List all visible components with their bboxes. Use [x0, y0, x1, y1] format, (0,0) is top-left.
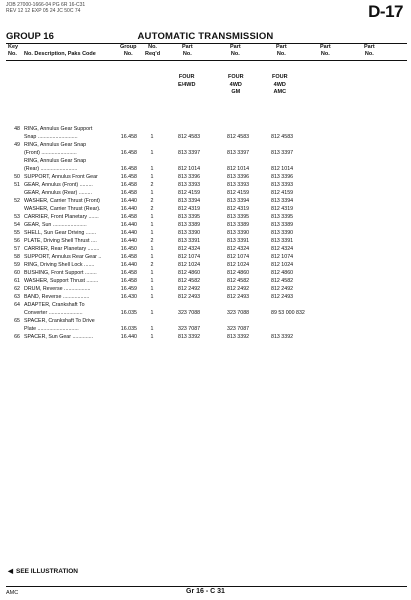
table-row: [0, 190, 411, 196]
table-row: [0, 206, 411, 212]
header-part-line: Part: [320, 44, 331, 50]
group-number: 16.458: [120, 174, 137, 180]
header-description: No. Description, Paks Code: [24, 51, 96, 57]
key-number: 50: [14, 174, 20, 180]
key-number: 65: [14, 318, 20, 324]
part-description: RING, Annulus Gear Snap: [24, 158, 87, 164]
part-number: 813 3393: [271, 182, 294, 188]
key-number: 59: [14, 262, 20, 268]
part-description: CARRIER, Rear Planetary ........: [24, 246, 100, 252]
part-description: Plate ............................: [24, 326, 79, 332]
subheader-line: AMC: [273, 89, 287, 95]
table-row: [0, 334, 411, 340]
header-key-line: Key: [8, 44, 19, 50]
header-group-line: No.: [123, 51, 133, 57]
part-number: 813 3395: [227, 214, 250, 220]
table-row: [0, 278, 411, 284]
part-number: 812 2493: [271, 294, 294, 300]
key-number: 54: [14, 222, 20, 228]
group-number: 16.440: [120, 198, 137, 204]
footer-page-ref: Gr 16 - C 31: [186, 588, 225, 595]
key-number: 61: [14, 278, 20, 284]
part-number: 813 3395: [178, 214, 201, 220]
table-row: [0, 182, 411, 188]
table-row: [0, 198, 411, 204]
part-number: 812 4159: [178, 190, 201, 196]
part-description: BUSHING, Front Support ........: [24, 270, 97, 276]
subheader-line: FOUR: [178, 74, 195, 80]
part-number: 813 3394: [271, 198, 294, 204]
table-row: [0, 166, 411, 172]
see-illustration-note: [8, 567, 78, 575]
header-part-line: Part: [182, 44, 193, 50]
quantity-required: 1: [150, 326, 154, 332]
part-number: 812 4860: [271, 270, 294, 276]
part-number: 812 2492: [271, 286, 294, 292]
group-number: 16.458: [120, 278, 137, 284]
part-description: BAND, Reverse ..................: [24, 294, 90, 300]
table-row: [0, 286, 411, 292]
subheader-part-1: [178, 74, 195, 89]
subheader-line: 4WD: [229, 81, 242, 88]
table-row: [0, 126, 411, 132]
part-description: SUPPORT, Annulus Front Gear: [24, 174, 98, 180]
table-row: [0, 294, 411, 300]
group-number: 16.440: [120, 262, 137, 268]
header-part-line: No.: [230, 51, 240, 57]
part-number: 813 3396: [271, 174, 294, 180]
header-req-line: Req'd: [145, 51, 161, 57]
key-number: 49: [14, 142, 20, 148]
part-number: 812 4319: [227, 206, 250, 212]
key-number: 66: [14, 334, 20, 340]
part-description: CARRIER, Front Planetary .......: [24, 214, 99, 220]
header-part-line: No.: [276, 51, 286, 57]
footer-rule: [6, 586, 407, 587]
table-row: [0, 326, 411, 332]
quantity-required: 1: [150, 270, 154, 276]
key-number: 48: [14, 126, 20, 132]
part-description: RING, Driving Shell Lock .......: [24, 262, 95, 268]
quantity-required: 1: [150, 174, 154, 180]
part-number: 812 2493: [227, 294, 250, 300]
table-row: [0, 302, 411, 308]
group-number: 16.440: [120, 238, 137, 244]
part-number: 812 4582: [178, 278, 201, 284]
part-number: 812 4319: [178, 206, 201, 212]
part-number: 812 1074: [271, 254, 294, 260]
part-description: GEAR, Annulus (Front) .........: [24, 182, 93, 188]
part-number: 812 1014: [178, 166, 201, 172]
part-number: 812 1024: [178, 262, 201, 268]
part-number: 812 4319: [271, 206, 294, 212]
quantity-required: 2: [150, 238, 154, 244]
subheader-part-3: [272, 74, 288, 97]
key-number: 58: [14, 254, 20, 260]
quantity-required: 1: [150, 246, 154, 252]
table-row: [0, 158, 411, 164]
header-bottom-rule: [6, 60, 407, 61]
part-number: 812 1014: [271, 166, 294, 172]
part-number: 323 7088: [227, 310, 250, 316]
group-number: 16.450: [120, 246, 137, 252]
part-number: 813 3396: [227, 174, 250, 180]
part-description: Converter .......................: [24, 310, 83, 316]
group-number: 16.458: [120, 214, 137, 220]
part-number: 813 3391: [227, 238, 250, 244]
part-number: 813 3391: [178, 238, 201, 244]
table-row: [0, 238, 411, 244]
part-number: 813 3390: [178, 230, 201, 236]
table-row: [0, 270, 411, 276]
part-number: 812 4860: [227, 270, 250, 276]
part-number: 813 3397: [178, 150, 201, 156]
key-number: 55: [14, 230, 20, 236]
key-number: 57: [14, 246, 20, 252]
header-req-line: No.: [148, 44, 157, 50]
header-part-line: No.: [320, 51, 330, 57]
part-number: 813 3394: [227, 198, 250, 204]
subheader-line: E/4WD: [178, 81, 196, 88]
quantity-required: 1: [150, 294, 154, 300]
group-number: 16.458: [120, 190, 137, 196]
part-description: GEAR, Annulus (Rear) .........: [24, 190, 93, 196]
quantity-required: 1: [150, 334, 154, 340]
quantity-required: 1: [150, 254, 154, 260]
part-number: 813 3392: [227, 334, 250, 340]
key-number: 53: [14, 214, 20, 220]
quantity-required: 1: [150, 150, 154, 156]
table-row: [0, 246, 411, 252]
part-number: 812 4583: [178, 134, 201, 140]
key-number: 52: [14, 198, 20, 204]
header-part-4: [320, 44, 331, 58]
see-illustration-label: SEE ILLUSTRATION: [16, 568, 78, 575]
part-number: 323 7087: [178, 326, 201, 332]
quantity-required: 1: [150, 222, 154, 228]
header-group: [120, 44, 137, 58]
part-description: Snap ...........................: [24, 134, 78, 140]
part-number: 813 3397: [271, 150, 294, 156]
part-number: 813 3393: [178, 182, 201, 188]
table-row: [0, 150, 411, 156]
part-description: SUPPORT, Annulus Rear Gear ..: [24, 254, 102, 260]
part-number: 812 2492: [178, 286, 201, 292]
quantity-required: 1: [150, 214, 154, 220]
group-number: 16.440: [120, 206, 137, 212]
part-number: 813 3391: [271, 238, 294, 244]
part-number: 813 3397: [227, 150, 250, 156]
subheader-line: GM: [231, 89, 241, 95]
part-description: PLATE, Driving Shell Thrust ....: [24, 238, 97, 244]
quantity-required: 2: [150, 198, 154, 204]
part-number: 812 4159: [271, 190, 294, 196]
part-description: RING, Annulus Gear Snap: [24, 142, 87, 148]
header-top-rule: [6, 43, 407, 44]
part-number: 813 3393: [227, 182, 250, 188]
part-number: 812 4860: [178, 270, 201, 276]
table-row: [0, 174, 411, 180]
quantity-required: 1: [150, 166, 154, 172]
job-info-line: JOB 27000-1666-04 PG 6R 16-C31: [6, 2, 86, 8]
part-number: 812 4159: [227, 190, 250, 196]
subheader-part-2: [228, 74, 244, 97]
header-key-line: No.: [8, 51, 17, 57]
header-key: [8, 44, 18, 58]
quantity-required: 1: [150, 190, 154, 196]
page-code: D-17: [368, 2, 403, 21]
part-number: 812 4324: [178, 246, 201, 252]
group-number: 16.035: [120, 326, 137, 332]
part-description: WASHER, Carrier Thrust (Rear).: [24, 206, 101, 212]
part-description: SHELL, Sun Gear Driving .......: [24, 230, 97, 236]
part-number: 813 3392: [178, 334, 201, 340]
group-label: GROUP 16: [6, 31, 54, 42]
part-description: SPACER, Sun Gear ..............: [24, 334, 94, 340]
group-number: 16.458: [120, 182, 137, 188]
table-row: [0, 222, 411, 228]
part-number: 812 4324: [271, 246, 294, 252]
part-number: 323 7087: [227, 326, 250, 332]
part-number: 813 3390: [227, 230, 250, 236]
header-part-2: [230, 44, 241, 58]
table-row: [0, 262, 411, 268]
group-number: 16.458: [120, 134, 137, 140]
key-number: 51: [14, 182, 20, 188]
part-number: 812 4324: [227, 246, 250, 252]
table-row: [0, 254, 411, 260]
header-req: [145, 44, 160, 58]
part-number: 89 53 000 832: [271, 310, 305, 316]
footer-brand: AMC: [6, 590, 19, 596]
key-number: 62: [14, 286, 20, 292]
part-number: 812 1074: [227, 254, 250, 260]
part-number: 812 2493: [178, 294, 201, 300]
table-row: [0, 214, 411, 220]
key-number: 64: [14, 302, 20, 308]
group-number: 16.458: [120, 254, 137, 260]
key-number: 60: [14, 270, 20, 276]
part-description: GEAR, Sun .......................: [24, 222, 87, 228]
table-row: [0, 310, 411, 316]
part-number: 813 3390: [271, 230, 294, 236]
part-number: 812 4582: [271, 278, 294, 284]
quantity-required: 1: [150, 134, 154, 140]
part-description: ADAPTER, Crankshaft To: [24, 302, 85, 308]
part-number: 812 4583: [271, 134, 294, 140]
quantity-required: 1: [150, 310, 154, 316]
page-title: AUTOMATIC TRANSMISSION: [137, 31, 274, 42]
quantity-required: 2: [150, 262, 154, 268]
part-number: 323 7088: [178, 310, 201, 316]
table-row: [0, 134, 411, 140]
subheader-line: FOUR: [272, 74, 288, 80]
key-number: 63: [14, 294, 20, 300]
part-number: 812 1024: [271, 262, 294, 268]
part-number: 813 3389: [227, 222, 250, 228]
table-row: [0, 142, 411, 148]
quantity-required: 2: [150, 206, 154, 212]
table-row: [0, 230, 411, 236]
part-number: 813 3396: [178, 174, 201, 180]
part-number: 812 4583: [227, 134, 250, 140]
arrow-left-icon: ◀: [8, 568, 13, 575]
part-number: 813 3394: [178, 198, 201, 204]
header-part-line: No.: [182, 51, 192, 57]
group-number: 16.459: [120, 286, 137, 292]
part-description: WASHER, Support Thrust ........: [24, 278, 99, 284]
group-number: 16.458: [120, 166, 137, 172]
group-number: 16.430: [120, 294, 137, 300]
group-number: 16.035: [120, 310, 137, 316]
part-number: 813 3392: [271, 334, 294, 340]
group-number: 16.458: [120, 150, 137, 156]
part-number: 813 3389: [271, 222, 294, 228]
key-number: 56: [14, 238, 20, 244]
quantity-required: 1: [150, 286, 154, 292]
part-description: SPACER, Crankshaft To Drive: [24, 318, 95, 324]
part-description: DRUM, Reverse ..................: [24, 286, 91, 292]
part-number: 813 3395: [271, 214, 294, 220]
group-number: 16.440: [120, 230, 137, 236]
part-description: WASHER, Carrier Thrust (Front): [24, 198, 100, 204]
job-info: [6, 2, 85, 14]
header-part-line: Part: [276, 44, 287, 50]
part-description: RING, Annulus Gear Support: [24, 126, 93, 132]
group-number: 16.440: [120, 334, 137, 340]
subheader-line: FOUR: [228, 74, 244, 80]
part-number: 813 3389: [178, 222, 201, 228]
part-number: 812 1024: [227, 262, 250, 268]
part-number: 812 2492: [227, 286, 250, 292]
subheader-line: 4WD: [273, 81, 286, 88]
job-info-line: REV 12 12 EXP 05 24 JC 50C 74: [6, 8, 81, 14]
part-number: 812 4582: [227, 278, 250, 284]
header-part-line: Part: [364, 44, 375, 50]
table-row: [0, 318, 411, 324]
header-part-5: [364, 44, 375, 58]
quantity-required: 1: [150, 230, 154, 236]
group-number: 16.440: [120, 222, 137, 228]
part-number: 812 1014: [227, 166, 250, 172]
header-part-3: [276, 44, 287, 58]
part-description: (Front) ........................: [24, 150, 77, 156]
header-group-line: Group: [120, 44, 137, 50]
quantity-required: 1: [150, 278, 154, 284]
part-description: (Rear) .........................: [24, 166, 78, 172]
group-number: 16.458: [120, 270, 137, 276]
header-part-1: [182, 44, 193, 58]
quantity-required: 2: [150, 182, 154, 188]
header-part-line: Part: [230, 44, 241, 50]
part-number: 812 1074: [178, 254, 201, 260]
header-part-line: No.: [364, 51, 374, 57]
